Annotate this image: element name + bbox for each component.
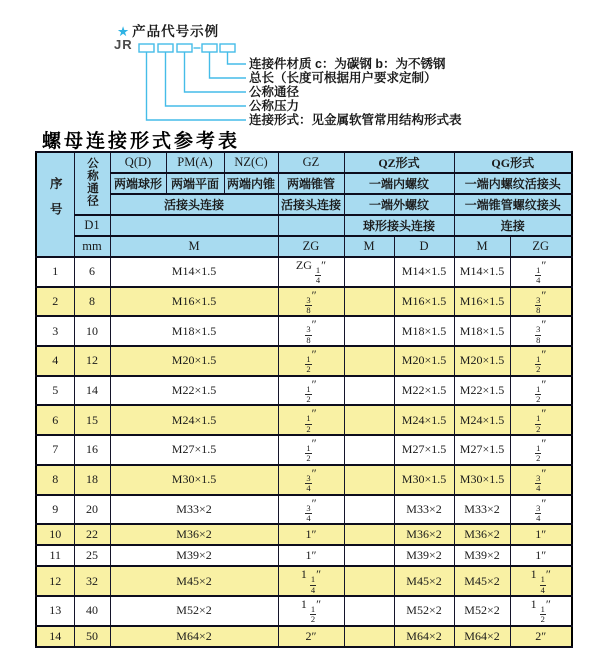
cell-qz_m — [344, 405, 394, 435]
cell-qz_d: M24×1.5 — [394, 405, 454, 435]
table-row — [36, 465, 572, 495]
label-total-length: 总长（长度可根据用户要求定制） — [249, 71, 437, 85]
table-title: 螺母连接形式参考表 — [42, 131, 241, 152]
cell-mm: 25 — [74, 545, 110, 566]
table-row — [36, 257, 572, 287]
cell-qz_d: M36×2 — [394, 524, 454, 545]
cell-no: 13 — [36, 596, 74, 626]
cell-qg_zg: $\frac{3}{4}$ ″ — [510, 495, 572, 525]
cell-zg: $\frac{1}{2}$ ″ — [278, 346, 344, 376]
cell-qg_m: M64×2 — [454, 626, 510, 647]
table-row — [36, 435, 572, 465]
table-body — [36, 257, 572, 647]
cell-m: M45×2 — [110, 566, 278, 596]
cell-qg_m: M52×2 — [454, 596, 510, 626]
callout-line-diameter — [185, 52, 247, 92]
cell-m: M30×1.5 — [110, 465, 278, 495]
cell-mm: 16 — [74, 435, 110, 465]
cell-zg: 1″ — [278, 545, 344, 566]
header-nz: NZ(C) — [224, 152, 278, 173]
table-header — [36, 152, 572, 257]
cell-zg: $\frac{1}{2}$ ″ — [278, 376, 344, 406]
cell-qg_zg: 1 $\frac{1}{2}$ ″ — [510, 596, 572, 626]
header-qg-desc1: 一端内螺纹活接头 — [454, 173, 572, 194]
table-row — [36, 376, 572, 406]
cell-zg: 1 $\frac{1}{4}$ ″ — [278, 566, 344, 596]
cell-m: M52×2 — [110, 596, 278, 626]
header-qg-form: QG形式 — [454, 152, 572, 173]
cell-qg_m: M39×2 — [454, 545, 510, 566]
cell-m: M36×2 — [110, 524, 278, 545]
cell-qg_m: M36×2 — [454, 524, 510, 545]
header-pm: PM(A) — [166, 152, 224, 173]
header-d1: D1 — [74, 215, 110, 236]
cell-qg_m: M16×1.5 — [454, 287, 510, 317]
cell-mm: 15 — [74, 405, 110, 435]
cell-qz_m — [344, 566, 394, 596]
cell-mm: 20 — [74, 495, 110, 525]
cell-m: M33×2 — [110, 495, 278, 525]
cell-m: M27×1.5 — [110, 435, 278, 465]
table-row — [36, 566, 572, 596]
cell-qg_m: M27×1.5 — [454, 435, 510, 465]
cell-m: M64×2 — [110, 626, 278, 647]
code-box-3 — [177, 44, 192, 52]
cell-mm: 32 — [74, 566, 110, 596]
header-qz-form: QZ形式 — [344, 152, 454, 173]
cell-qz_m — [344, 435, 394, 465]
cell-zg: $\frac{3}{4}$ ″ — [278, 495, 344, 525]
header-zg-gz: ZG — [278, 236, 344, 257]
cell-qz_m — [344, 346, 394, 376]
cell-qg_m: M30×1.5 — [454, 465, 510, 495]
cell-mm: 22 — [74, 524, 110, 545]
cell-qg_zg: 2″ — [510, 626, 572, 647]
cell-qz_d: M33×2 — [394, 495, 454, 525]
header-m-main: M — [110, 236, 278, 257]
cell-qg_zg: $\frac{3}{4}$ ″ — [510, 465, 572, 495]
cell-qz_m — [344, 257, 394, 287]
cell-m: M14×1.5 — [110, 257, 278, 287]
cell-no: 2 — [36, 287, 74, 317]
cell-no: 6 — [36, 405, 74, 435]
cell-qz_d: M18×1.5 — [394, 316, 454, 346]
cell-no: 7 — [36, 435, 74, 465]
cell-qg_m: M22×1.5 — [454, 376, 510, 406]
cell-no: 10 — [36, 524, 74, 545]
header-q: Q(D) — [110, 152, 166, 173]
cell-qg_m: M33×2 — [454, 495, 510, 525]
cell-zg: $\frac{1}{2}$ ″ — [278, 405, 344, 435]
cell-no: 3 — [36, 316, 74, 346]
cell-no: 5 — [36, 376, 74, 406]
star-icon: ★ — [117, 24, 131, 39]
table-row — [36, 346, 572, 376]
cell-qz_d: M22×1.5 — [394, 376, 454, 406]
cell-no: 14 — [36, 626, 74, 647]
header-qg-connection: 连接 — [454, 215, 572, 236]
cell-mm: 14 — [74, 376, 110, 406]
label-connection-form: 连接形式：见金属软管常用结构形式表 — [249, 113, 462, 127]
cell-qg_m: M14×1.5 — [454, 257, 510, 287]
code-box-4 — [202, 44, 217, 52]
cell-m: M18×1.5 — [110, 316, 278, 346]
cell-qz_d: M30×1.5 — [394, 465, 454, 495]
header-nominal-diameter: 公称通径 — [74, 152, 110, 215]
header-seq: 序号 — [36, 152, 74, 257]
cell-qz_d: M39×2 — [394, 545, 454, 566]
diagram-heading-text: 产品代号示例 — [132, 24, 220, 39]
code-prefix: JR — [114, 37, 133, 52]
cell-qz_d: M45×2 — [394, 566, 454, 596]
cell-zg: 1″ — [278, 524, 344, 545]
cell-qz_m — [344, 545, 394, 566]
header-mm: mm — [74, 236, 110, 257]
cell-mm: 18 — [74, 465, 110, 495]
label-nominal-diameter: 公称通径 — [249, 85, 300, 99]
cell-m: M24×1.5 — [110, 405, 278, 435]
header-qz-desc2: 一端外螺纹 — [344, 194, 454, 215]
table-row — [36, 545, 572, 566]
cell-qz_d: M14×1.5 — [394, 257, 454, 287]
cell-qg_zg: $\frac{1}{2}$ ″ — [510, 376, 572, 406]
cell-zg: ZG $\frac{1}{4}$ ″ — [278, 257, 344, 287]
cell-qz_m — [344, 465, 394, 495]
cell-qz_m — [344, 596, 394, 626]
cell-m: M16×1.5 — [110, 287, 278, 317]
cell-qz_m — [344, 524, 394, 545]
header-gz-connection: 活接头连接 — [278, 194, 344, 215]
header-nz-desc: 两端内锥 — [224, 173, 278, 194]
cell-no: 1 — [36, 257, 74, 287]
cell-mm: 50 — [74, 626, 110, 647]
cell-qz_d: M16×1.5 — [394, 287, 454, 317]
callout-line-pressure — [166, 52, 247, 106]
cell-qz_d: M64×2 — [394, 626, 454, 647]
cell-mm: 40 — [74, 596, 110, 626]
cell-no: 4 — [36, 346, 74, 376]
table-row — [36, 287, 572, 317]
cell-no: 8 — [36, 465, 74, 495]
cell-qg_zg: $\frac{3}{8}$ ″ — [510, 287, 572, 317]
cell-no: 9 — [36, 495, 74, 525]
cell-qg_zg: 1 $\frac{1}{4}$ ″ — [510, 566, 572, 596]
cell-no: 11 — [36, 545, 74, 566]
header-gz-desc: 两端锥管 — [278, 173, 344, 194]
cell-m: M22×1.5 — [110, 376, 278, 406]
header-qg-m: M — [454, 236, 510, 257]
cell-zg: $\frac{3}{8}$ ″ — [278, 316, 344, 346]
cell-mm: 12 — [74, 346, 110, 376]
cell-qz_m — [344, 287, 394, 317]
cell-qz_m — [344, 316, 394, 346]
header-blank-left — [110, 215, 278, 236]
code-box-1 — [139, 44, 154, 52]
cell-qz_m — [344, 495, 394, 525]
callout-line-material — [228, 52, 247, 64]
cell-qz_d: M20×1.5 — [394, 346, 454, 376]
cell-mm: 10 — [74, 316, 110, 346]
cell-qg_m: M45×2 — [454, 566, 510, 596]
cell-m: M39×2 — [110, 545, 278, 566]
cell-qz_m — [344, 626, 394, 647]
cell-qz_d: M52×2 — [394, 596, 454, 626]
nut-connection-table — [35, 151, 573, 648]
code-box-2 — [158, 44, 173, 52]
cell-zg: 2″ — [278, 626, 344, 647]
header-q-desc: 两端球形 — [110, 173, 166, 194]
table-row — [36, 626, 572, 647]
cell-mm: 8 — [74, 287, 110, 317]
cell-zg: $\frac{3}{4}$ ″ — [278, 465, 344, 495]
header-qg-zg: ZG — [510, 236, 572, 257]
header-qz-connection: 球形接头连接 — [344, 215, 454, 236]
cell-qz_m — [344, 376, 394, 406]
header-pm-desc: 两端平面 — [166, 173, 224, 194]
callout-line-form — [147, 52, 247, 120]
cell-no: 12 — [36, 566, 74, 596]
cell-mm: 6 — [74, 257, 110, 287]
cell-zg: 1 $\frac{1}{2}$ ″ — [278, 596, 344, 626]
code-box-5 — [220, 44, 235, 52]
cell-m: M20×1.5 — [110, 346, 278, 376]
header-qz-d: D — [394, 236, 454, 257]
header-blank-gz — [278, 215, 344, 236]
cell-qg_zg: 1″ — [510, 524, 572, 545]
header-qg-desc2: 一端锥管螺纹接头 — [454, 194, 572, 215]
table-row — [36, 524, 572, 545]
label-connector-material: 连接件材质 c：为碳钢 b：为不锈钢 — [249, 57, 446, 71]
table-row — [36, 316, 572, 346]
cell-qg_m: M24×1.5 — [454, 405, 510, 435]
cell-qg_m: M20×1.5 — [454, 346, 510, 376]
cell-qg_zg: $\frac{1}{2}$ ″ — [510, 405, 572, 435]
cell-qg_zg: $\frac{1}{4}$ ″ — [510, 257, 572, 287]
cell-qg_m: M18×1.5 — [454, 316, 510, 346]
label-nominal-pressure: 公称压力 — [249, 99, 300, 113]
table-row — [36, 596, 572, 626]
cell-qg_zg: $\frac{3}{8}$ ″ — [510, 316, 572, 346]
header-gz: GZ — [278, 152, 344, 173]
header-qz-desc1: 一端内螺纹 — [344, 173, 454, 194]
cell-zg: $\frac{3}{8}$ ″ — [278, 287, 344, 317]
header-qz-m: M — [344, 236, 394, 257]
cell-qg_zg: $\frac{1}{2}$ ″ — [510, 346, 572, 376]
table-row — [36, 495, 572, 525]
cell-zg: $\frac{1}{2}$ ″ — [278, 435, 344, 465]
cell-qz_d: M27×1.5 — [394, 435, 454, 465]
cell-qg_zg: 1″ — [510, 545, 572, 566]
cell-qg_zg: $\frac{1}{2}$ ″ — [510, 435, 572, 465]
header-union-connection: 活接头连接 — [110, 194, 278, 215]
table-row — [36, 405, 572, 435]
